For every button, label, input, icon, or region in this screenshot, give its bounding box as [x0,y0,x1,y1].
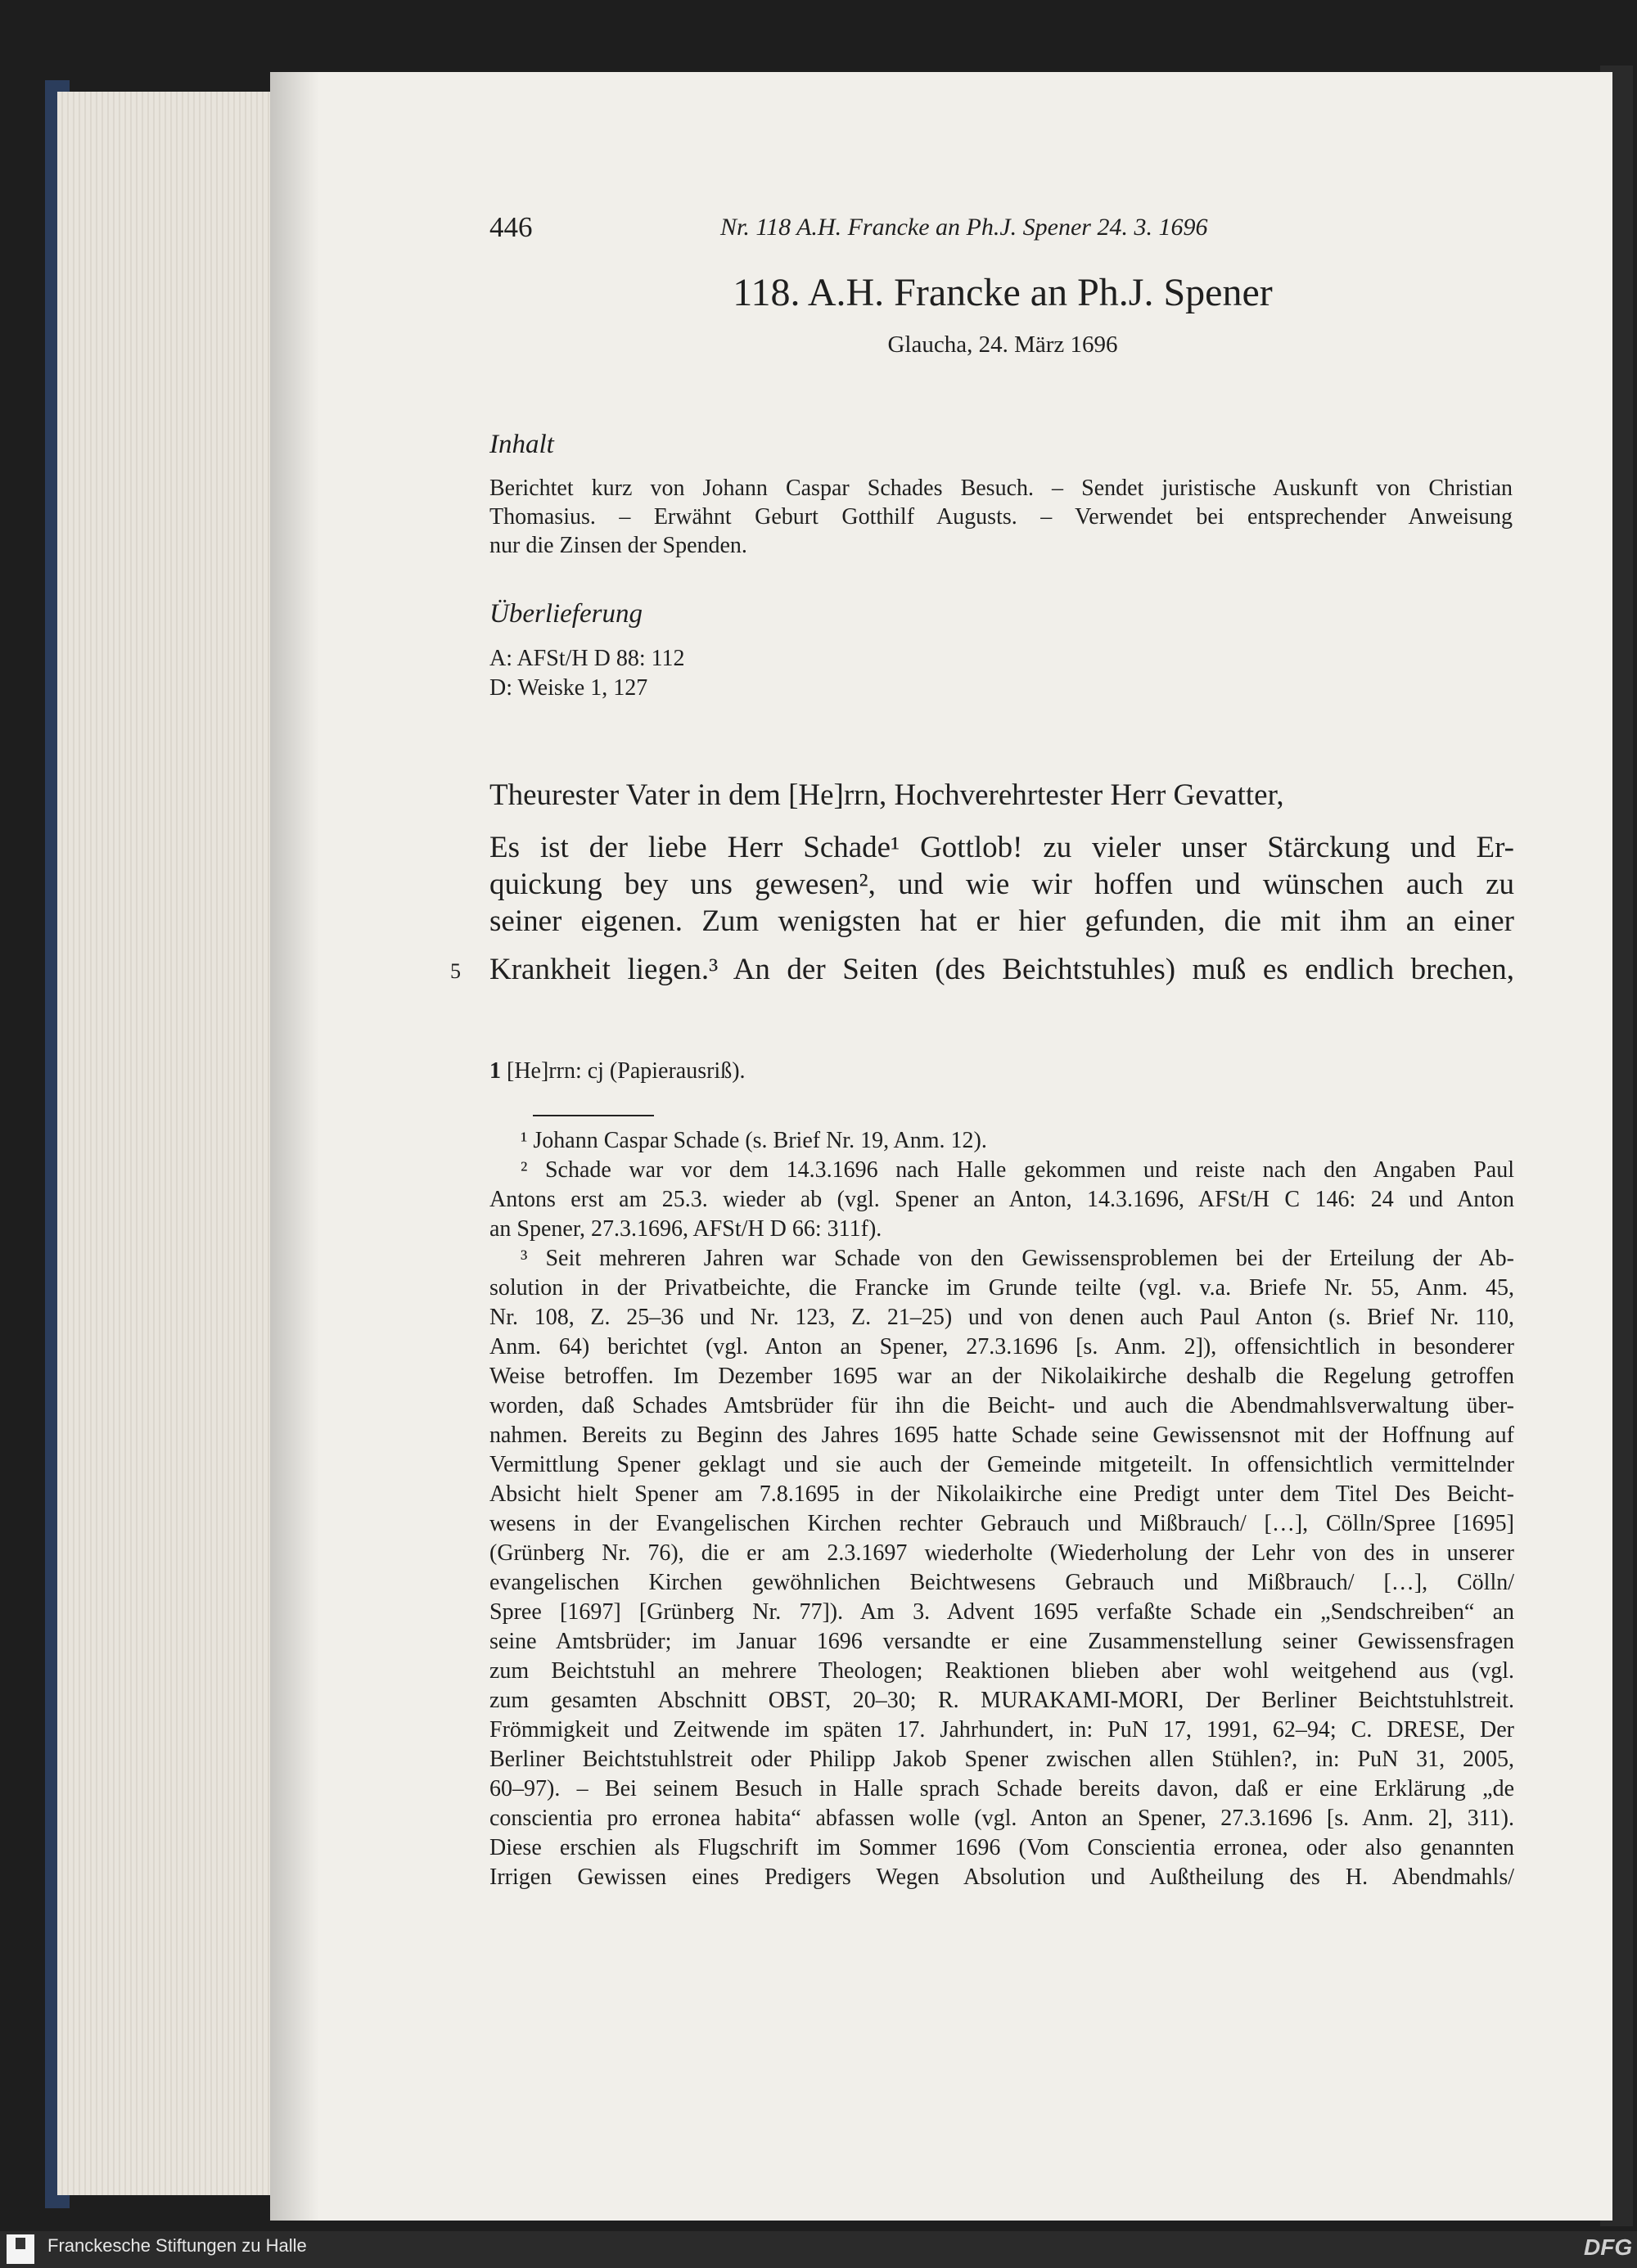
footnote-line: Anm. 64) berichtet (vgl. Anton an Spener, 27.3.1696 [s. Anm. 2]), offensichtlich in besonderer [489,1334,1514,1359]
institution-name[interactable]: Franckesche Stiftungen zu Halle [47,2235,307,2256]
apparatus-note: [He]rrn: cj (Papierausriß). [507,1058,746,1084]
footnote-line: ³ Seit mehreren Jahren war Schade von den Gewissensproblemen bei der Erteilung der Ab- [521,1246,1514,1271]
ueberlieferung-line: D: Weiske 1, 127 [489,675,648,701]
footnote-line: ² Schade war vor dem 14.3.1696 nach Halle gekommen und reiste nach den Angaben Paul [521,1157,1514,1183]
dfg-logo: DFG [1584,2234,1633,2260]
salutation: Theurester Vater in dem [He]rrn, Hochverehrtester Herr Gevatter, [489,778,1284,812]
letter-text-line: Krankheit liegen.³ An der Seiten (des Beichtstuhles) muß es endlich brechen, [489,953,1514,986]
institution-logo [7,2234,34,2264]
footnote-line: Weise betroffen. Im Dezember 1695 war an der Nikolaikirche deshalb die Regelung getroffen [489,1364,1514,1389]
letter-title: 118. A.H. Francke an Ph.J. Spener [733,271,1273,314]
ueberlieferung-line: A: AFSt/H D 88: 112 [489,646,685,671]
footnote-line: Vermittlung Spener geklagt und sie auch der Gemeinde mitgeteilt. In offensichtlich vermittelnder [489,1452,1514,1477]
footnote-line: wesens in der Evangelischen Kirchen rechter Gebrauch und Mißbrauch/ […], Cölln/Spree [1695] [489,1511,1514,1536]
footnote-line: solution in der Privatbeichte, die Francke im Grunde teilte (vgl. v.a. Briefe Nr. 55, Anm. 45, [489,1275,1514,1301]
line-number-marker: 5 [450,959,461,983]
footnote-rule [533,1115,654,1116]
critical-apparatus [489,1058,746,1084]
footnote-line: Nr. 108, Z. 25–36 und Nr. 123, Z. 21–25) und von denen auch Paul Anton (s. Brief Nr. 110, [489,1305,1514,1330]
footnote-line: seine Amtsbrüder; im Januar 1696 versandte er eine Zusammenstellung seiner Gewissensfragen [489,1629,1514,1654]
letter-text-line: seiner eigenen. Zum wenigsten hat er hier gefunden, die mit ihm an einer [489,904,1514,938]
footnote-line: Spree [1697] [Grünberg Nr. 77]). Am 3. Advent 1695 verfaßte Schade ein „Sendschreiben“ an [489,1599,1514,1625]
footnote-line: Berliner Beichtstuhlstreit oder Philipp Jakob Spener zwischen allen Stühlen?, in: PuN 31, 2005, [489,1747,1514,1772]
footnote-line: ¹ Johann Caspar Schade (s. Brief Nr. 19, Anm. 12). [521,1128,987,1153]
page-edges [57,92,295,2195]
footnote-line: (Grünberg Nr. 76), die er am 2.3.1697 wiederholte (Wiederholung der Lehr von des in unserer [489,1540,1514,1566]
footnote-line: conscientia pro erronea habita“ abfassen wolle (vgl. Anton an Spener, 27.3.1696 [s. Anm. 2], 311). [489,1806,1514,1831]
footnote-line: zum gesamten Abschnitt OBST, 20–30; R. MURAKAMI-MORI, Der Berliner Beichtstuhlstreit. [489,1688,1514,1713]
ueberlieferung-heading: Überlieferung [489,599,643,629]
letter-text-line: quickung bey uns gewesen², und wie wir hoffen und wünschen auch zu [489,868,1514,901]
footnote-line: Irrigen Gewissen eines Predigers Wegen Absolution und Außtheilung des H. Abendmahls/ [489,1864,1514,1890]
apparatus-line-ref: 1 [489,1058,501,1084]
footnote-line: Frömmigkeit und Zeitwende im späten 17. Jahrhundert, in: PuN 17, 1991, 62–94; C. DRESE, Der [489,1717,1514,1743]
footnote-line: Absicht hielt Spener am 7.8.1695 in der Nikolaikirche eine Predigt unter dem Titel Des Beicht- [489,1481,1514,1507]
footnote-line: evangelischen Kirchen gewöhnlichen Beichtwesens Gebrauch und Mißbrauch/ […], Cölln/ [489,1570,1514,1595]
letter-text-line: Es ist der liebe Herr Schade¹ Gottlob! zu vieler unser Stärckung und Er- [489,831,1514,864]
footnote-line: nahmen. Bereits zu Beginn des Jahres 1695 hatte Schade seine Gewissensnot mit der Hoffnung auf [489,1423,1514,1448]
footnote-line: an Spener, 27.3.1696, AFSt/H D 66: 311f). [489,1216,882,1242]
gutter-shadow [270,72,319,2221]
inhalt-line: nur die Zinsen der Spenden. [489,533,747,558]
footnote-line: zum Beichtstuhl an mehrere Theologen; Reaktionen blieben aber wohl weitgehend aus (vgl. [489,1658,1514,1684]
footnote-line: Antons erst am 25.3. wieder ab (vgl. Spener an Anton, 14.3.1696, AFSt/H C 146: 24 und Anton [489,1187,1514,1212]
inhalt-heading: Inhalt [489,430,554,459]
page-number: 446 [489,211,533,243]
inhalt-line: Berichtet kurz von Johann Caspar Schades Besuch. – Sendet juristische Auskunft von Christian [489,476,1513,501]
running-title: Nr. 118 A.H. Francke an Ph.J. Spener 24. 3. 1696 [720,214,1208,241]
footnote-line: Diese erschien als Flugschrift im Sommer 1696 (Vom Conscientia erronea, oder also genannten [489,1835,1514,1860]
footnote-line: 60–97). – Bei seinem Besuch in Halle sprach Schade bereits davon, daß er eine Erklärung „de [489,1776,1514,1801]
footnote-line: worden, daß Schades Amtsbrüder für ihn die Beicht- und auch die Abendmahlsverwaltung über- [489,1393,1514,1418]
letter-place-date: Glaucha, 24. März 1696 [887,331,1118,358]
inhalt-line: Thomasius. – Erwähnt Geburt Gotthilf Augusts. – Verwendet bei entsprechender Anweisung [489,504,1513,530]
